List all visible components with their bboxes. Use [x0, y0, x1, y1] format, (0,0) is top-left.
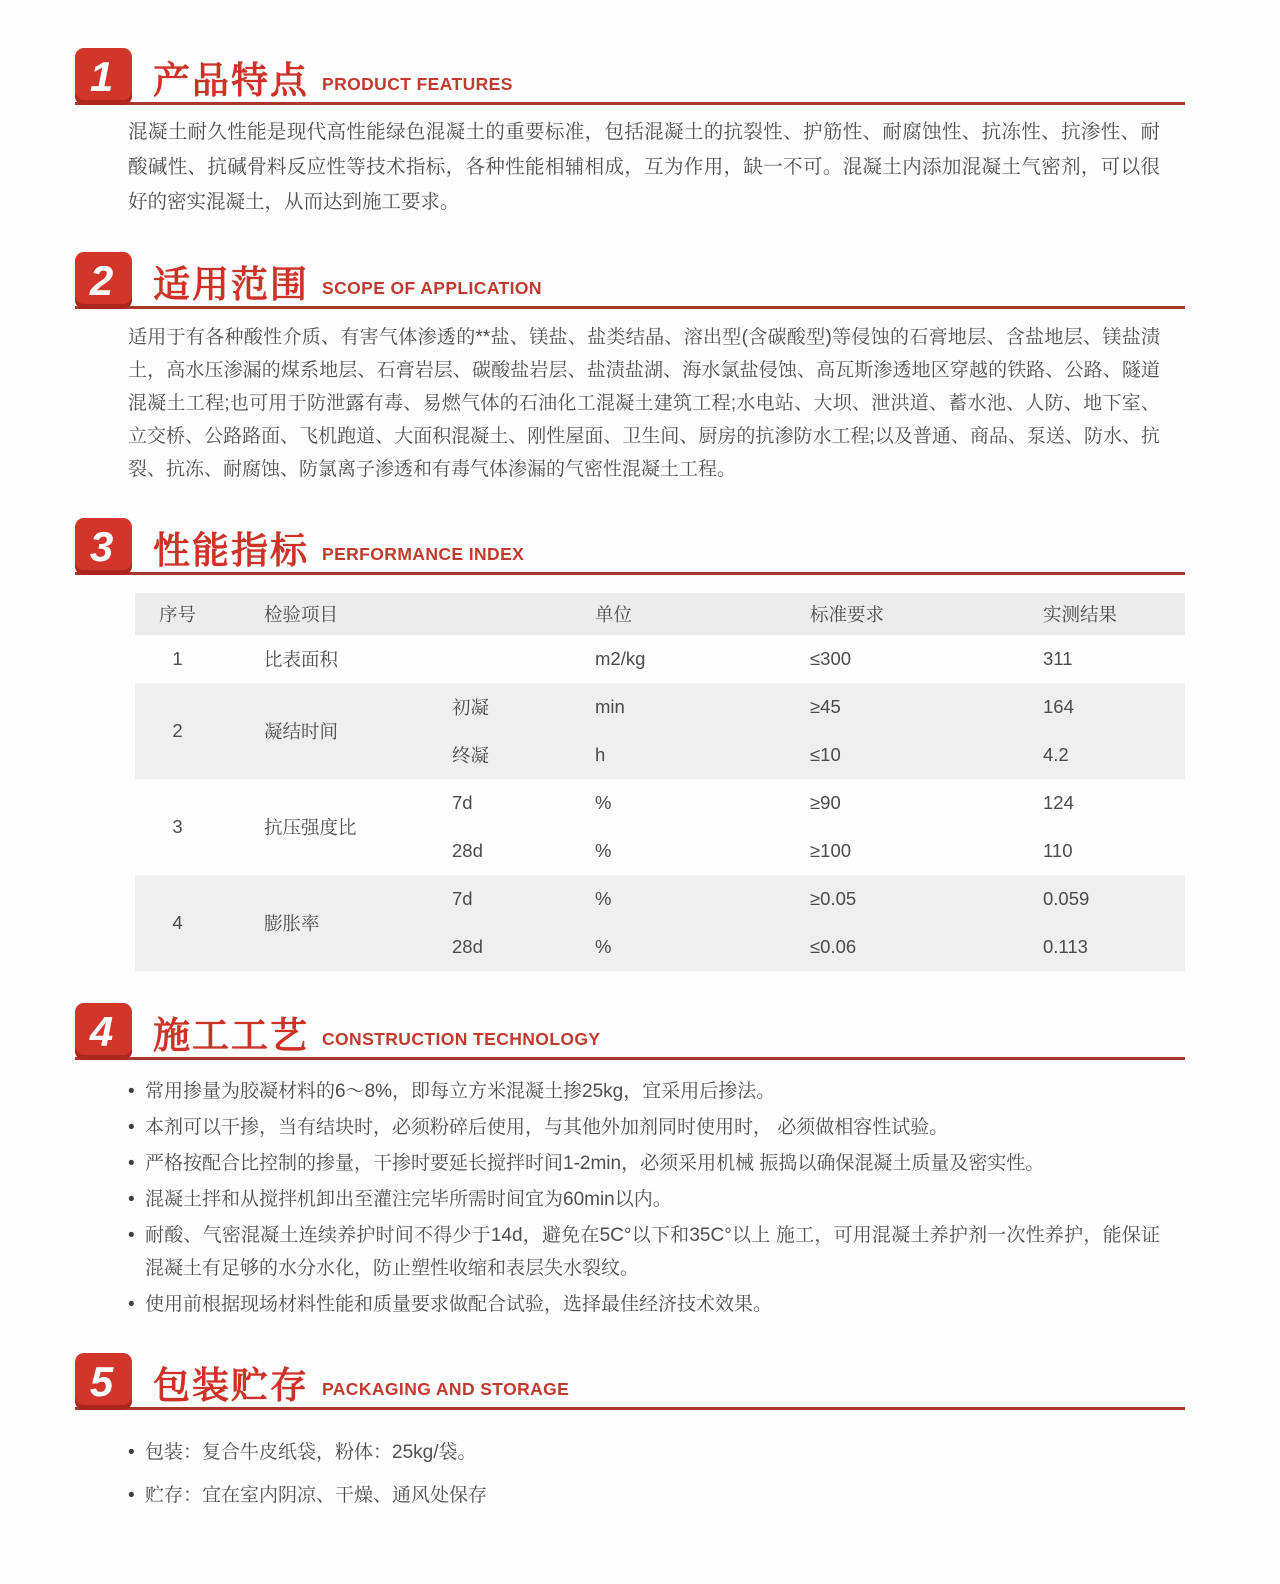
cell-result: 124: [1043, 792, 1074, 813]
list-item: • 使用前根据现场材料性能和质量要求做配合试验，选择最佳经济技术效果。: [128, 1288, 1160, 1321]
cell-sub: 初凝: [452, 697, 490, 718]
section-2-title-cn: 适用范围: [153, 264, 309, 305]
cell-item: 凝结时间: [264, 721, 339, 742]
section-3-header: [75, 518, 1185, 575]
section-4-number-badge: [75, 1003, 132, 1060]
scope-of-application-text: 适用于有各种酸性介质、有害气体渗透的**盐、镁盐、盐类结晶、溶出型(含碳酸型)等侵蚀的石膏地层、含盐地层、镁盐渍土，高水压渗漏的煤系地层、石膏岩层、碳酸盐岩层、盐渍盐湖、海水氯盐侵蚀、高瓦斯渗透地区穿越的铁路、公路、隧道混凝土工程;也可用于防泄露有毒、易燃气体的石油化工混凝土建筑工程;水电站、大坝、泄洪道、蓄水池、人防、地下室、立交桥、公路路面、飞机跑道、大面积混凝土、刚性屋面、卫生间、厨房的抗渗防水工程;以及普通、商品、泵送、防水、抗裂、抗冻、耐腐蚀、防氯离子渗透和有毒气体渗漏的气密性混凝土工程。: [128, 327, 1160, 480]
list-item: • 耐酸、气密混凝土连续养护时间不得少于14d，避免在5C°以下和35C°以上 施工，可用混凝土养护剂一次性养护，能保证混凝土有足够的水分水化，防止塑性收缩和表层失水裂纹。: [128, 1219, 1160, 1285]
col-header-no: 序号: [158, 604, 196, 625]
section-3-title-cn: 性能指标: [153, 530, 309, 571]
section-4-header: [75, 1003, 1185, 1060]
cell-std: ≤10: [810, 744, 841, 765]
section-2-subtitle-en: SCOPE OF APPLICATION: [322, 278, 542, 298]
cell-unit: %: [595, 840, 612, 861]
cell-std: ≥100: [810, 840, 852, 861]
section-2-header: [75, 252, 1185, 309]
cell-sub: 7d: [452, 888, 473, 909]
cell-item: 比表面积: [264, 649, 339, 670]
col-header-result: 实测结果: [1043, 604, 1118, 625]
section-2-number-badge: [75, 252, 132, 309]
cell-result: 0.113: [1043, 936, 1088, 957]
cell-unit: %: [595, 792, 612, 813]
col-header-item: 检验项目: [264, 604, 339, 625]
product-features-text: 混凝土耐久性能是现代高性能绿色混凝土的重要标准，包括混凝土的抗裂性、护筋性、耐腐蚀性、抗冻性、抗渗性、耐酸碱性、抗碱骨料反应性等技术指标，各种性能相辅相成，互为作用，缺一不可。混凝土内添加混凝土气密剂，可以很好的密实混凝土，从而达到施工要求。: [128, 121, 1160, 213]
section-2-number: 2: [89, 256, 114, 304]
section-5-title-cn: 包装贮存: [153, 1365, 309, 1406]
section-3-subtitle-en: PERFORMANCE INDEX: [322, 544, 525, 564]
construction-steps-list: [128, 1075, 1160, 1321]
section-1-number: 1: [89, 52, 114, 100]
col-header-sub: [440, 593, 580, 635]
cell-sub: 终凝: [452, 745, 490, 766]
section-packaging-storage: [75, 1353, 1185, 1512]
performance-table-header-row: [135, 593, 1185, 635]
section-4-subtitle-en: CONSTRUCTION TECHNOLOGY: [322, 1029, 601, 1049]
cell-std: ≥90: [810, 792, 841, 813]
table-row-compressive-7d: [135, 779, 1185, 827]
section-4-title-cn: 施工工艺: [153, 1015, 309, 1056]
section-5-subtitle-en: PACKAGING AND STORAGE: [322, 1379, 570, 1399]
packaging-storage-list: [128, 1436, 1160, 1512]
cell-no: 3: [172, 816, 183, 837]
section-scope-of-application: [75, 252, 1185, 486]
cell-std: ≥0.05: [810, 888, 857, 909]
cell-std: ≤300: [810, 648, 852, 669]
cell-unit: h: [595, 744, 606, 765]
cell-result: 164: [1043, 696, 1074, 717]
cell-result: 4.2: [1043, 744, 1069, 765]
cell-std: ≥45: [810, 696, 841, 717]
section-3-number-badge: [75, 518, 132, 575]
section-performance-index: [75, 518, 1185, 971]
cell-unit: m2/kg: [595, 648, 646, 669]
cell-no: 4: [172, 912, 183, 933]
table-row-setting-time-initial: [135, 683, 1185, 731]
cell-sub: 28d: [452, 840, 483, 861]
section-construction-technology: [75, 1003, 1185, 1321]
col-header-unit: 单位: [595, 604, 633, 625]
list-item: • 严格按配合比控制的掺量，干掺时要延长搅拌时间1-2min，必须采用机械 振捣以确保混凝土质量及密实性。: [128, 1147, 1160, 1180]
cell-no: 1: [172, 648, 183, 669]
cell-unit: %: [595, 936, 612, 957]
section-1-number-badge: [75, 48, 132, 105]
cell-result: 311: [1043, 648, 1073, 669]
section-3-number: 3: [89, 522, 114, 570]
section-5-number-badge: [75, 1353, 132, 1410]
section-1-header: [75, 48, 1185, 105]
cell-sub: 7d: [452, 792, 473, 813]
section-1-subtitle-en: PRODUCT FEATURES: [322, 74, 513, 94]
section-5-number: 5: [89, 1357, 114, 1405]
section-4-number: 4: [89, 1007, 114, 1055]
performance-table: [135, 593, 1185, 971]
cell-sub: 28d: [452, 936, 483, 957]
cell-sub: [440, 635, 580, 683]
col-header-std: 标准要求: [810, 604, 885, 625]
table-row-expansion-7d: [135, 875, 1185, 923]
section-product-features: [75, 48, 1185, 220]
cell-no: 2: [172, 720, 183, 741]
list-item: • 本剂可以干掺，当有结块时，必须粉碎后使用，与其他外加剂同时使用时， 必须做相容性试验。: [128, 1111, 1160, 1144]
cell-item: 抗压强度比: [264, 817, 357, 838]
list-item: • 混凝土拌和从搅拌机卸出至灌注完毕所需时间宜为60min以内。: [128, 1183, 1160, 1216]
list-item: • 包装：复合牛皮纸袋，粉体：25kg/袋。: [128, 1436, 1160, 1469]
section-1-title-cn: 产品特点: [153, 60, 309, 101]
cell-std: ≤0.06: [810, 936, 857, 957]
cell-unit: %: [595, 888, 612, 909]
list-item: • 常用掺量为胶凝材料的6～8%，即每立方米混凝土掺25kg，宜采用后掺法。: [128, 1075, 1160, 1108]
section-5-header: [75, 1353, 1185, 1410]
table-row-specific-surface: [135, 635, 1185, 683]
cell-unit: min: [595, 696, 625, 717]
list-item: • 贮存：宜在室内阴凉、干燥、通风处保存: [128, 1479, 1160, 1512]
cell-item: 膨胀率: [264, 913, 320, 934]
cell-result: 0.059: [1043, 888, 1090, 909]
cell-result: 110: [1043, 840, 1073, 861]
